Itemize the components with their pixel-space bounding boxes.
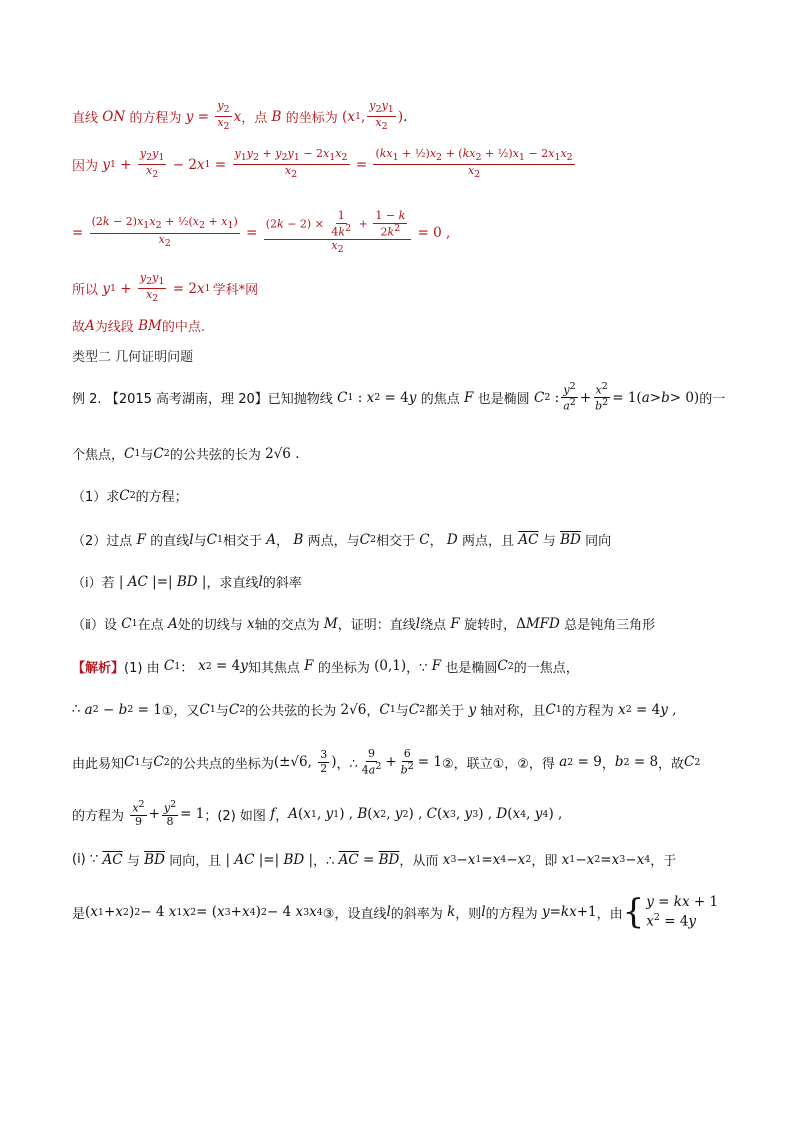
question-2-ii: （ⅱ）设 C 1 在点 A 处的切线与 x 轴的交点为 M ，证明：直线 l 绕点 F 旋转时， Δ MFD 总是钝角三角形 xyxy=(72,615,656,633)
solution-line-6: 是 ( x 1 + x 2 ) 2 − 4 x 1 x 2 = ( x 3 + x 4 ) 2 − 4 x 3 x 4 ③，设直线 l 的斜率为 k ，则 l 的方程为 y = kx +1 ，由 { y = kx + 1 $x^2 = 4y$ xyxy=(72,892,719,933)
section-heading: 类型二 几何证明问题 xyxy=(72,350,194,365)
solution-line-5: (ⅰ) ∵ $\overline{AC}$ 与 $\overline{BD}$ 同向，且 | AC |=| BD | ，∴ $\overline{AC}$ = $\overline{BD}$ ，从而 x 3 − x 1 = x 4 − x 2 ，即 x 1 − x 2 = x 3 − x 4 ，于 xyxy=(72,851,677,869)
line-therefore: 所以 y 1 + $\frac{y_2y_1}{x_2}$ = 2 x 1 学科*网 xyxy=(72,271,259,305)
example-2-statement-cont: 个焦点， C 1 与 C 2 的公共弦的长为 2√6 . xyxy=(72,445,300,463)
line-because: 因为 y 1 + $\frac{y_2y_1}{x_2}$ − 2 x 1 = $\frac{y_1y_2 + y_2y_1 - 2x_1x_2}{x_2}$ = $\frac{(kx_1 + \frac{1}{2})x_2 + (kx_2 + \frac{1}{2})x_1 - 2x_1x_2}{x_2}$ xyxy=(72,147,573,181)
example-2-statement: 例 2. 【2015 高考湖南，理 20】 已知抛物线 C 1 : x 2 = 4 y 的焦点 F 也是椭圆 C 2 : $\frac{y^2}{a^2}$ + $\frac{x^2}{b^2}$ = 1( a > b > 0) 的一 xyxy=(72,381,726,413)
question-2: （2）过点 F 的直线 l 与 C 1 相交于 A ， B 两点，与 C 2 相交于 C ， D 两点，且 $\overline{AC}$ 与 $\overline{BD}$ 同向 xyxy=(72,531,612,549)
question-1: （1）求 C 2 的方程； xyxy=(72,487,188,505)
solution-line-4: 的方程为 $\frac{x^2}{9}$ + $\frac{y^2}{8}$ = 1 ；(2) 如图 f ， A ( x 1 , y 1 ) , B ( x 2 , y 2 ) , C ( x 3 , y 3 ) , D ( x 4 , y 4 ) , xyxy=(72,799,563,829)
equation-system: { y = kx + 1 $x^2 = 4y$ xyxy=(622,892,719,933)
line-equals-zero: = $\frac{(2k - 2)x_1x_2 + \frac{1}{2}(x_2 + x_1)}{x_2}$ = (2k − 2) × $\frac{1}{4k^2}$ + $\frac{1 - k}{2k^2}$ $x_2$ = 0 , xyxy=(72,209,451,256)
question-2-i: （ⅰ）若 | AC |=| BD | ，求直线 l 的斜率 xyxy=(72,573,302,591)
solution-line-1: 【解析】 (1) 由 C 1 ： x 2 = 4 y 知其焦点 F 的坐标为 (0,1) ，∵ F 也是椭圆 C 2 的一焦点， xyxy=(72,658,579,676)
solution-line-3: 由此易知 C 1 与 C 2 的公共点的坐标为 (±√6, $\frac{3}{2}$ ) ，∴ $\frac{9}{4a^2}$ + $\frac{6}{b^2}$ = 1 ②，联立①，②，得 a 2 = 9 ， b 2 = 8 ，故 C 2 xyxy=(72,747,701,777)
line-midpoint: 故 A 为线段 BM 的中点. xyxy=(72,317,205,335)
line-on-equation: 直线 ON 的方程为 y = $\frac{y_2}{x_2}$ x ，点 B 的坐标为 ( x 1 , $\frac{y_2y_1}{x_2}$ ) . xyxy=(72,99,408,133)
solution-line-2: ∴ a 2 − b 2 = 1 ①，又 C 1 与 C 2 的公共弦的长为 2√6 ， C 1 与 C 2 都关于 y 轴对称，且 C 1 的方程为 x 2 = 4 y , xyxy=(72,701,677,719)
